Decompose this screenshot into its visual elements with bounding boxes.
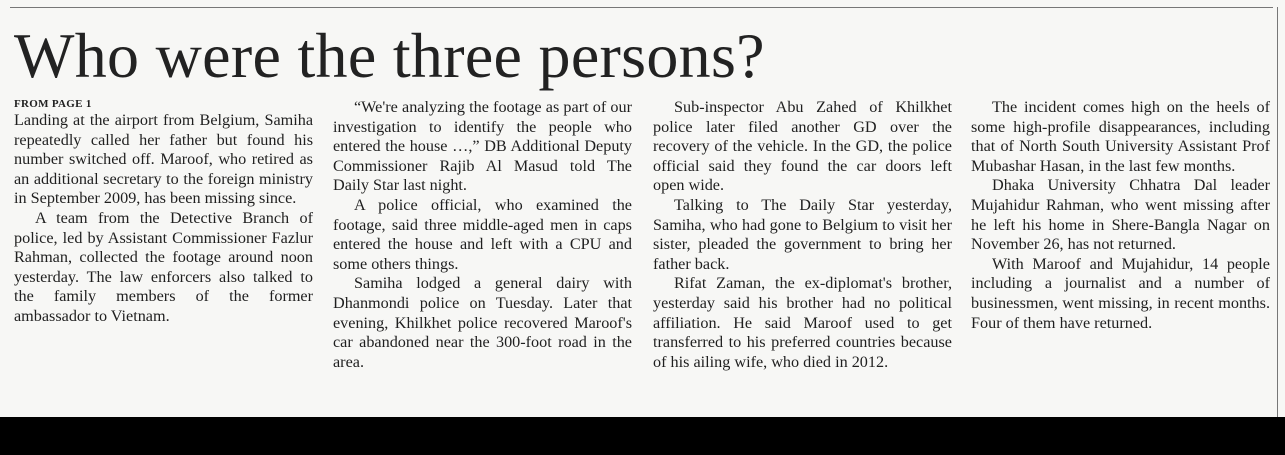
paragraph: Landing at the airport from Belgium, Samiha repeatedly called her father but found his number switched off. Maroof, who retired as an additional secretary to the foreign ministry in September 2009, has been missing since. (14, 111, 313, 208)
article-column-3 (653, 97, 952, 372)
top-rule (10, 7, 1273, 8)
paragraph: The incident comes high on the heels of some high-profile disappearances, including that of North South University Assistant Prof Mubashar Hasan, in the last few months. (971, 98, 1270, 175)
continuation-kicker: FROM PAGE 1 (14, 98, 92, 110)
article-column-1 (14, 97, 313, 327)
paragraph: With Maroof and Mujahidur, 14 people including a journalist and a number of businessmen, went missing, in recent months. Four of them have returned. (971, 254, 1270, 332)
scan-black-border (0, 417, 1285, 455)
paragraph: A police official, who examined the footage, said three middle-aged men in caps entered the house and left with a CPU and some others things. (333, 195, 632, 273)
paragraph: “We're analyzing the footage as part of our investigation to identify the people who entered the house …,” DB Additional Deputy Commissioner Rajib Al Masud told The Daily Star last night. (333, 98, 632, 195)
paragraph: Dhaka University Chhatra Dal leader Mujahidur Rahman, who went missing after he left his home in Shere-Bangla Nagar on November 26, has not returned. (971, 176, 1270, 254)
paragraph: Talking to The Daily Star yesterday, Samiha, who had gone to Belgium to visit her sister, pleaded the government to bring her father back. (653, 195, 952, 273)
headline: Who were the three persons? (14, 20, 765, 91)
paragraph: Samiha lodged a general dairy with Dhanmondi police on Tuesday. Later that evening, Khilkhet police recovered Maroof's car abandoned near the 300-foot road in the area. (333, 274, 632, 371)
article-column-2 (333, 97, 632, 372)
paragraph: Rifat Zaman, the ex-diplomat's brother, yesterday said his brother had no political affiliation. He said Maroof used to get transferred to his preferred countries because of his ailing wife, who died in 2012. (653, 274, 952, 371)
right-border (1277, 7, 1278, 417)
article-column-4 (971, 97, 1270, 333)
paragraph: Sub-inspector Abu Zahed of Khilkhet police later filed another GD over the recovery of the vehicle. In the GD, the police official said they found the car doors left open wide. (653, 98, 952, 195)
paragraph: A team from the Detective Branch of police, led by Assistant Commissioner Fazlur Rahman, collected the footage around noon yesterday. The law enforcers also talked to the family members of the former ambassador to Vietnam. (14, 208, 313, 325)
